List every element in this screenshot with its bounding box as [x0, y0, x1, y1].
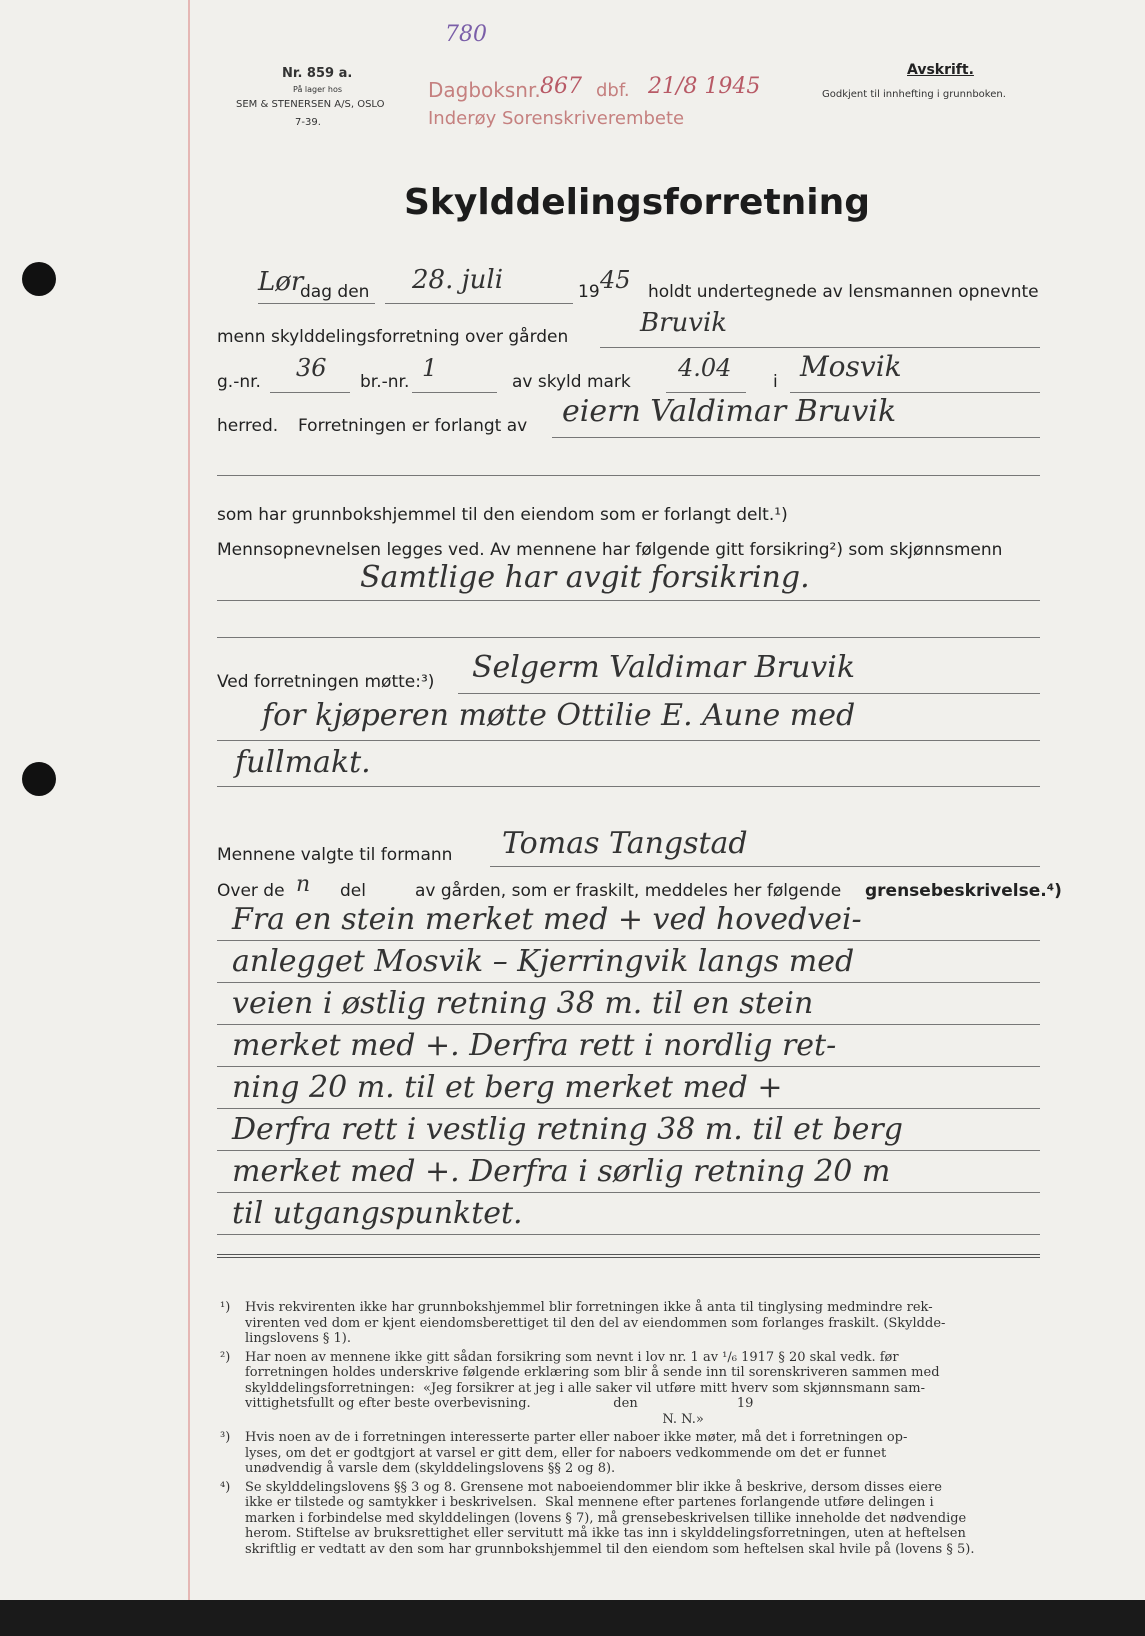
weekday-hand: Lør	[258, 267, 304, 297]
line	[217, 1108, 1040, 1109]
dagbok-label: Dagboksnr.	[428, 78, 541, 102]
requester-hand: eiern Valdimar Bruvik	[562, 394, 897, 429]
description-line: anlegget Mosvik – Kjerringvik langs med	[232, 944, 855, 979]
line	[600, 347, 1040, 348]
court-name: Inderøy Sorenskriverembete	[428, 108, 685, 129]
line	[217, 740, 1040, 741]
footnote-text: Hvis noen av de i forretningen interesserte parter eller naboer ikke møter, må det i forretningen op- lyses, om det er godtgjort at varsel er gitt dem, eller for naboers vedkommende om det er funnet unødvendig å varsle dem (skylddelingslovens §§ 2 og 8).	[245, 1430, 908, 1476]
line	[217, 637, 1040, 638]
avskrift-label: Avskrift.	[907, 62, 974, 78]
footnote	[220, 1300, 1080, 1347]
line	[552, 437, 1040, 438]
century-label: 19	[578, 282, 600, 302]
footnote	[220, 1349, 1080, 1428]
holdt-label: holdt undertegnede av lensmannen opnevnte	[648, 282, 1039, 302]
line	[217, 475, 1040, 476]
present-hand-3: fullmakt.	[235, 745, 371, 780]
avskrift-note: Godkjent til innhefting i grunnboken.	[822, 89, 1006, 100]
brnr-hand: 1	[422, 354, 438, 382]
description-line: Fra en stein merket med + ved hovedvei-	[232, 902, 862, 937]
footnote	[220, 1479, 1080, 1558]
line	[217, 1234, 1040, 1235]
chairman-hand: Tomas Tangstad	[502, 826, 748, 861]
description-line: til utgangspunktet.	[232, 1196, 523, 1231]
line	[217, 940, 1040, 941]
over-hand: n	[296, 872, 311, 897]
farm-hand: Bruvik	[640, 308, 728, 338]
forsikring-hand: Samtlige har avgit forsikring.	[360, 560, 810, 595]
line	[217, 982, 1040, 983]
line	[258, 303, 375, 304]
present-hand-2: for kjøperen møtte Ottilie E. Aune med	[262, 698, 856, 733]
footnote-text: Har noen av mennene ikke gitt sådan forsikring som nevnt i lov nr. 1 av ¹/₆ 1917 § 20 skal vedk. før forretningen holdes underskrive følgende erklæring som blir å sende inn til sorenskriveren sammen med skylddelingsforretningen: «Jeg forsikrer at jeg i alle saker vil utføre mitt hverv som skjønnsmann sam- vittighetsfullt og efter beste overbevisning. den 19 N. N.»	[245, 1349, 940, 1427]
footnote	[220, 1430, 1080, 1477]
line	[458, 693, 1040, 694]
stamp-date: 21/8 1945	[648, 74, 761, 99]
description-line: veien i østlig retning 38 m. til en stein	[232, 986, 814, 1021]
line	[412, 392, 497, 393]
menn-label: menn skylddelingsforretning over gården	[217, 327, 569, 347]
corner-number: 780	[445, 22, 487, 47]
punch-hole	[22, 762, 56, 796]
line	[217, 1024, 1040, 1025]
description-line: merket med +. Derfra rett i nordlig ret-	[232, 1028, 837, 1063]
dagbok-number: 867	[540, 74, 582, 99]
line	[217, 786, 1040, 787]
skyld-hand: 4.04	[678, 354, 732, 382]
footnote-divider	[217, 1257, 1040, 1258]
line	[217, 1150, 1040, 1151]
brnr-label: br.-nr.	[360, 372, 410, 392]
skyld-label: av skyld mark	[512, 372, 631, 392]
ved-forretningen-label: Ved forretningen møtte:³)	[217, 672, 435, 692]
i-label: i	[773, 372, 778, 392]
line	[790, 392, 1040, 393]
gnr-hand: 36	[296, 354, 327, 382]
line	[217, 1066, 1040, 1067]
mennsopnevnelse-label: Mennsopnevnelsen legges ved. Av mennene har følgende gitt forsikring²) som skjønnsmenn	[217, 540, 1003, 560]
dbf-label: dbf.	[596, 80, 630, 101]
grensebeskrivelse-label: grensebeskrivelse.⁴)	[865, 881, 1062, 901]
line	[666, 392, 746, 393]
footnote-number: ³)	[220, 1430, 231, 1445]
margin-line	[188, 0, 190, 1600]
herred-label: herred.	[217, 416, 279, 436]
formann-label: Mennene valgte til formann	[217, 845, 453, 865]
punch-hole	[22, 262, 56, 296]
gaarden-label: av gården, som er fraskilt, meddeles her følgende	[415, 881, 842, 901]
line	[217, 1192, 1040, 1193]
footnote-text: Hvis rekvirenten ikke har grunnbokshjemmel blir forretningen ikke å anta til tinglysing medmindre rek- virenten ved dom er kjent eiendomsberettiget til den del av eiendommen som forlanges fraskilt. (Skyldde- lingslovens § 1).	[245, 1300, 946, 1346]
description-line: Derfra rett i vestlig retning 38 m. til et berg	[232, 1112, 903, 1147]
footnote-text: Se skylddelingslovens §§ 3 og 8. Grensene mot naboeiendommer blir ikke å beskrive, dersom disses eiere ikke er tilstede og samtykker i beskrivelsen. Skal mennene efter partenes forlangende utføre delingen i marken i forbindelse med skylddelingen (lovens § 7), må grensebeskrivelsen tillike inneholde det nødvendige herom. Stiftelse av bruksrettighet eller servitutt må ikke tas inn i skylddelingsforretningen, uten at heftelsen skriftlig er vedtatt av den som har grunnbokshjemmel til den eiendom som heftelsen skal hvile på (lovens § 5).	[245, 1479, 975, 1557]
year-hand: 45	[600, 266, 631, 294]
del-label: del	[340, 881, 366, 901]
line	[490, 866, 1040, 867]
over-de-label: Over de	[217, 881, 285, 901]
gnr-label: g.-nr.	[217, 372, 261, 392]
line	[270, 392, 350, 393]
grunnbok-label: som har grunnbokshjemmel til den eiendom som er forlangt delt.¹)	[217, 505, 788, 525]
form-date-code: 7-39.	[295, 117, 321, 128]
footnote-number: ⁴)	[220, 1479, 231, 1495]
description-line: ning 20 m. til et berg merket med +	[232, 1070, 783, 1105]
publisher-line2: SEM & STENERSEN A/S, OSLO	[236, 99, 385, 110]
footnote-number: ²)	[220, 1349, 231, 1365]
forlangt-label: Forretningen er forlangt av	[298, 416, 528, 436]
footnote-divider	[217, 1254, 1040, 1255]
herred-hand: Mosvik	[800, 350, 902, 383]
dag-den-label: dag den	[300, 282, 370, 302]
footnote-number: ¹)	[220, 1300, 231, 1315]
description-line: merket med +. Derfra i sørlig retning 20 m	[232, 1154, 891, 1189]
present-hand-1: Selgerm Valdimar Bruvik	[472, 650, 856, 685]
form-number: Nr. 859 a.	[282, 66, 353, 81]
date-hand: 28. juli	[412, 265, 504, 295]
line	[217, 600, 1040, 601]
document-title: Skylddelingsforretning	[404, 182, 871, 223]
publisher-line1: På lager hos	[293, 85, 342, 94]
line	[385, 303, 573, 304]
